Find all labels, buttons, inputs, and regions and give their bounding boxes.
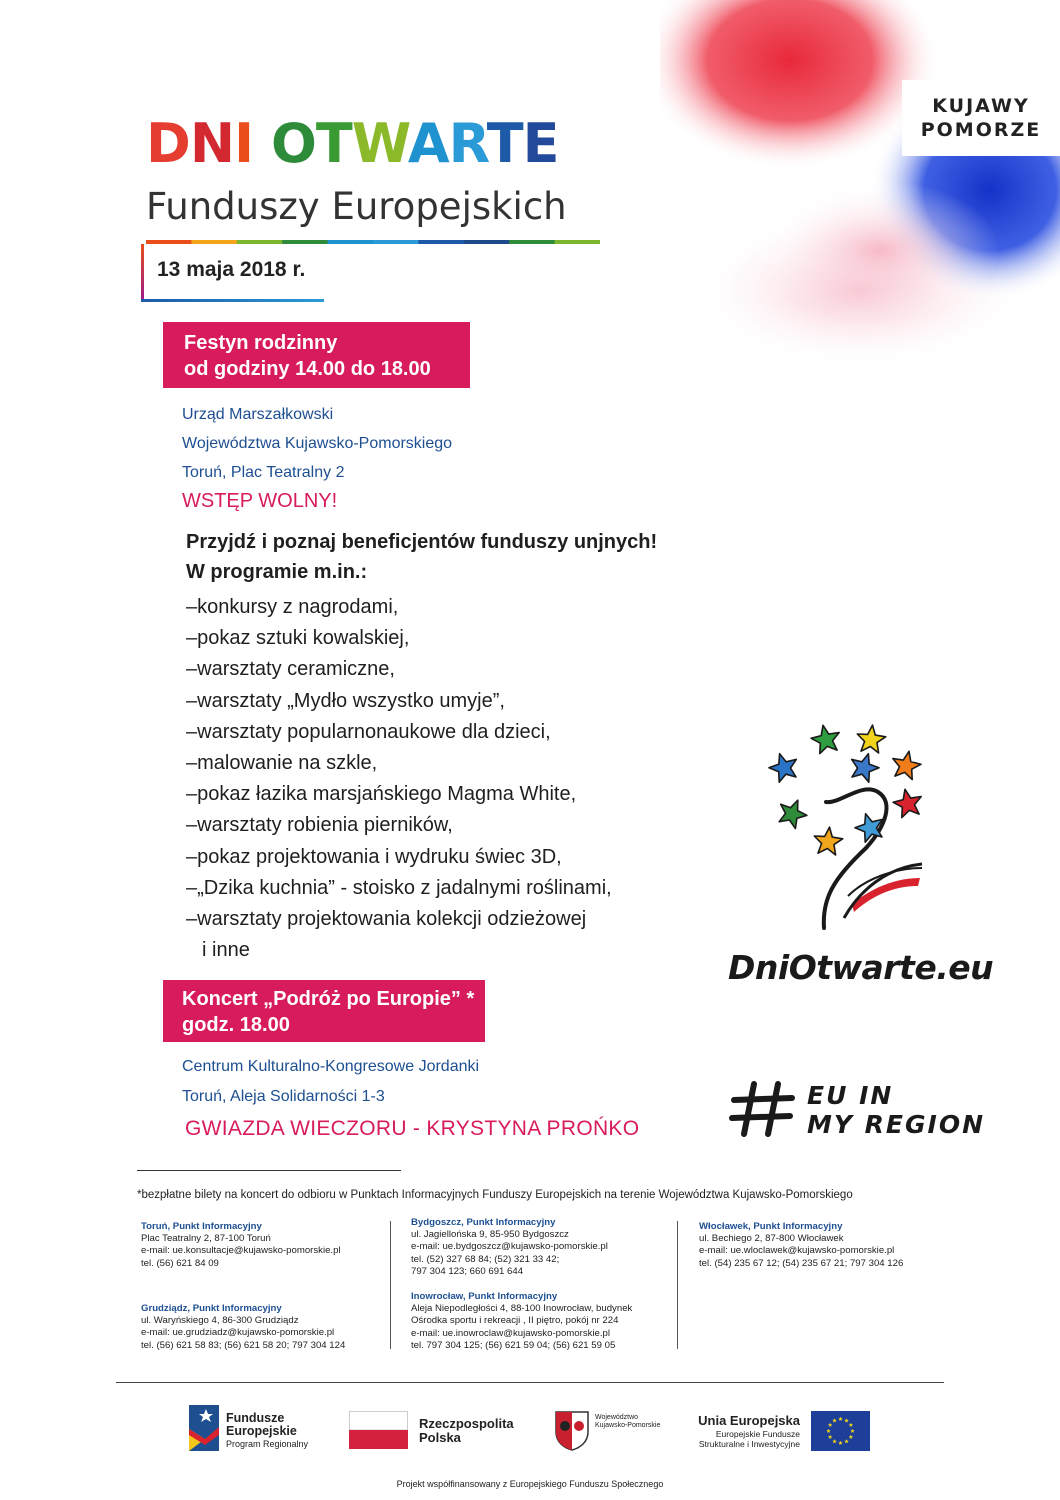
flower-star-icon — [769, 754, 796, 783]
address-line: Toruń, Plac Teatralny 2 — [182, 464, 345, 481]
info-point-line: tel. (54) 235 67 12; (54) 235 67 21; 797 304 126 — [699, 1257, 904, 1269]
program-item: –warsztaty „Mydło wszystko umyje”, — [186, 689, 505, 712]
title-letter: N — [189, 112, 235, 175]
star-of-evening: GWIAZDA WIECZORU - KRYSTYNA PROŃKO — [185, 1117, 640, 1140]
info-point-line: e-mail: ue.grudziadz@kujawsko-pomorskie.pl — [141, 1327, 335, 1339]
rule-segment — [509, 240, 555, 244]
title-letter — [253, 112, 271, 175]
flower-star-icon — [855, 814, 882, 843]
flower-star-icon — [811, 725, 839, 753]
info-point-line: ul. Bechiego 2, 87-800 Włocławek — [699, 1233, 844, 1245]
rp-line: Polska — [419, 1430, 461, 1445]
hashtag-icon — [728, 1078, 798, 1138]
festyn-address — [182, 400, 452, 487]
info-point-bydgoszcz — [411, 1217, 608, 1278]
wojewodztwo-logo-text — [595, 1414, 660, 1430]
intro-line: W programie m.in.: — [186, 561, 368, 583]
flower-star-icon — [852, 754, 879, 783]
my-region-line: MY REGION — [807, 1110, 986, 1139]
rule-segment — [418, 240, 464, 244]
colored-rule — [146, 240, 600, 244]
rule-segment — [555, 240, 600, 244]
title-letter: I — [234, 112, 254, 175]
ticket-footnote: *bezpłatne bilety na koncert do odbioru w Punktach Informacyjnych Funduszy Europejskich na terenie Województwa Kujawsko-Pomorskiego — [137, 1189, 853, 1201]
rule-segment — [373, 240, 419, 244]
festyn-title: Festyn rodzinny — [184, 332, 338, 354]
dni-otwarte-title — [146, 112, 559, 176]
date-bracket-horizontal — [141, 299, 324, 302]
rule-segment — [282, 240, 328, 244]
program-item: –konkursy z nagrodami, — [186, 596, 399, 618]
address-line: Urząd Marszałkowski — [182, 406, 334, 423]
column-divider — [390, 1221, 391, 1349]
ue-line: Strukturalne i Inwestycyjne — [698, 1439, 800, 1449]
title-letter: W — [351, 112, 408, 175]
footnote-divider — [137, 1170, 401, 1171]
wkp-line: Województwo — [595, 1414, 639, 1421]
flower-star-icon — [893, 789, 921, 817]
polish-flag-icon — [349, 1411, 408, 1449]
title-letter: R — [448, 112, 487, 175]
title-letter: T — [486, 112, 523, 175]
wkp-line: Kujawsko-Pomorskie — [595, 1422, 661, 1429]
program-item: –malowanie na szkle, — [186, 752, 378, 775]
info-point-title: Grudziądz, Punkt Informacyjny — [141, 1303, 282, 1314]
info-point-title: Włocławek, Punkt Informacyjny — [699, 1221, 843, 1232]
koncert-title: Koncert „Podróż po Europie” * — [182, 988, 475, 1010]
info-point-line: e-mail: ue.inowroclaw@kujawsko-pomorskie.pl — [411, 1327, 611, 1339]
rzeczpospolita-polska-logo-text — [419, 1417, 514, 1445]
info-point-line: tel. (52) 327 68 84; (52) 321 33 42; — [411, 1253, 560, 1265]
info-point-inowroclaw — [411, 1291, 632, 1352]
info-point-line: ul. Jagiellońska 9, 85-950 Bydgoszcz — [411, 1229, 569, 1241]
info-point-line: tel. (56) 621 58 83; (56) 621 58 20; 797 304 124 — [141, 1339, 346, 1351]
flower-star-icon — [893, 751, 921, 779]
fundusze-europejskie-logo-text — [226, 1412, 308, 1451]
rule-segment — [328, 240, 374, 244]
footer-divider — [116, 1382, 944, 1383]
program-item: –pokaz projektowania i wydruku świec 3D, — [186, 845, 562, 868]
unia-europejska-logo-text — [686, 1412, 800, 1449]
address-line: Województwa Kujawsko-Pomorskiego — [182, 435, 453, 452]
info-point-line: Plac Teatralny 2, 87-100 Toruń — [141, 1233, 271, 1245]
info-point-wloclawek — [699, 1221, 903, 1270]
title-letter: A — [407, 112, 449, 175]
info-point-line: ul. Waryńskiego 4, 86-300 Grudziądz — [141, 1315, 299, 1327]
cofinance-note: Projekt współfinansowany z Europejskiego Funduszu Społecznego — [396, 1479, 664, 1489]
ue-line: Europejskie Fundusze — [715, 1429, 800, 1439]
program-item: –„Dzika kuchnia” - stoisko z jadalnymi roślinami, — [186, 876, 612, 899]
info-point-grudziadz — [141, 1303, 345, 1352]
rp-line: Rzeczpospolita — [419, 1416, 514, 1431]
fe-line: Fundusze — [226, 1411, 285, 1425]
info-point-line: e-mail: ue.konsultacje@kujawsko-pomorskie.pl — [141, 1245, 341, 1257]
koncert-time: godz. 18.00 — [182, 1014, 290, 1036]
rule-segment — [237, 240, 283, 244]
title-letter: T — [315, 112, 352, 175]
kujawy-pomorze-brand — [902, 80, 1060, 156]
info-point-title: Bydgoszcz, Punkt Informacyjny — [411, 1217, 556, 1228]
funduszy-europejskich-subtitle: Funduszy Europejskich — [146, 185, 567, 228]
info-point-line: tel. 797 304 125; (56) 621 59 04; (56) 621 59 05 — [411, 1339, 616, 1351]
info-point-line: e-mail: ue.bydgoszcz@kujawsko-pomorskie.pl — [411, 1241, 608, 1253]
flower-star-icon — [857, 725, 885, 753]
program-item: –warsztaty projektowania kolekcji odzieżowej — [186, 908, 587, 931]
info-point-torun — [141, 1221, 341, 1270]
date-bracket-vertical — [141, 244, 144, 301]
eu-in-line: EU IN — [807, 1081, 894, 1110]
program-item: –warsztaty robienia pierników, — [186, 814, 453, 837]
eu-flag-icon — [811, 1411, 870, 1451]
program-item: –pokaz sztuki kowalskiej, — [186, 627, 410, 650]
info-point-line: Ośrodka sportu i rekreacji , II piętro, pokój nr 224 — [411, 1315, 619, 1327]
program-item: –pokaz łazika marsjańskiego Magma White, — [186, 783, 577, 806]
event-date: 13 maja 2018 r. — [157, 258, 306, 281]
address-line: Centrum Kulturalno-Kongresowe Jordanki — [182, 1058, 480, 1075]
info-point-line: Aleja Niepodległości 4, 88-100 Inowrocław, budynek — [411, 1303, 633, 1315]
decorative-gradient-blob — [660, 0, 1060, 360]
koncert-banner — [163, 980, 485, 1042]
rule-segment — [146, 240, 192, 244]
fundusze-europejskie-emblem-icon — [189, 1405, 219, 1451]
program-list — [186, 592, 612, 966]
fe-line: Europejskie — [226, 1424, 297, 1438]
info-point-line: tel. (56) 621 84 09 — [141, 1257, 219, 1269]
rule-segment — [191, 240, 237, 244]
wojewodztwo-coat-of-arms-icon — [554, 1410, 590, 1452]
ue-line: Unia Europejska — [698, 1413, 800, 1428]
info-point-line: e-mail: ue.wloclawek@kujawsko-pomorskie.pl — [699, 1245, 895, 1257]
stars-flower-logo — [756, 718, 936, 938]
column-divider — [677, 1221, 678, 1349]
info-point-title: Toruń, Punkt Informacyjny — [141, 1221, 262, 1232]
fe-line: Program Regionalny — [226, 1439, 309, 1449]
rule-segment — [464, 240, 510, 244]
flower-star-icon — [779, 800, 807, 828]
program-item: –warsztaty ceramiczne, — [186, 658, 395, 681]
flower-star-icon — [814, 827, 842, 855]
free-entry-label: WSTĘP WOLNY! — [182, 490, 338, 512]
festyn-banner — [163, 322, 470, 388]
program-item: –warsztaty popularnonaukowe dla dzieci, — [186, 720, 551, 743]
title-letter: D — [146, 112, 190, 175]
title-letter: E — [522, 112, 559, 175]
festyn-hours: od godziny 14.00 do 18.00 — [184, 358, 431, 380]
dni-otwarte-eu-logo: DniOtwarte.eu — [728, 948, 994, 987]
address-line: Toruń, Aleja Solidarności 1-3 — [182, 1088, 385, 1105]
brand-line-1: KUJAWY — [932, 95, 1030, 117]
intro-line: Przyjdź i poznaj beneficjentów funduszy unjnych! — [186, 531, 658, 553]
eu-in-my-region-logo — [807, 1081, 985, 1139]
program-item-tail: i inne — [202, 939, 250, 962]
brand-line-2: POMORZE — [920, 119, 1042, 141]
info-point-title: Inowrocław, Punkt Informacyjny — [411, 1291, 558, 1302]
title-letter: O — [270, 112, 316, 175]
koncert-address — [182, 1052, 479, 1112]
program-intro — [186, 527, 657, 587]
info-point-line: 797 304 123; 660 691 644 — [411, 1265, 524, 1277]
